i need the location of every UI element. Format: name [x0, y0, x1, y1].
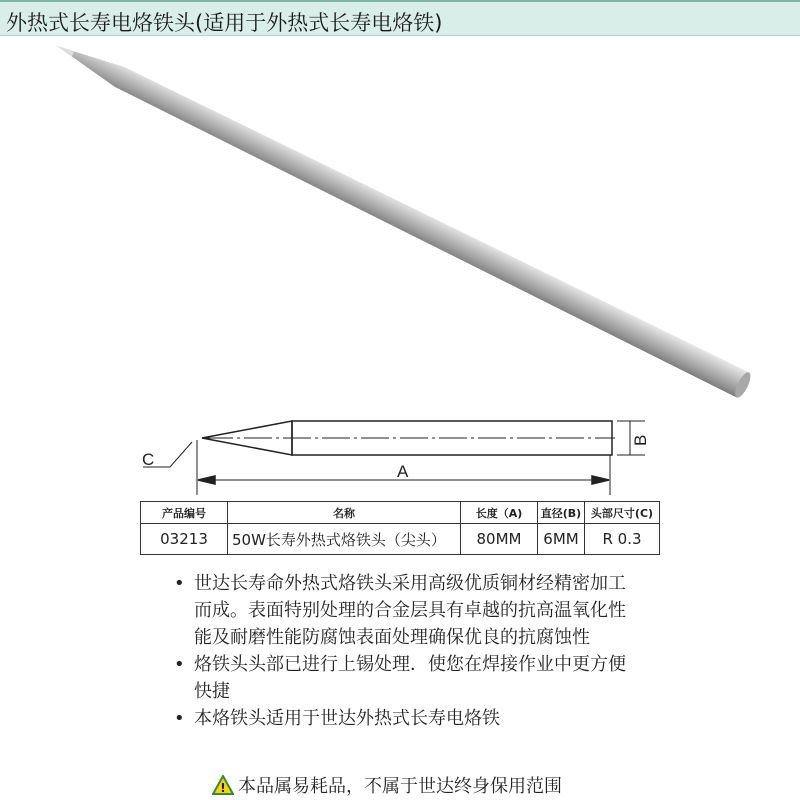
spec-table — [140, 501, 660, 555]
label-a: A — [397, 462, 409, 481]
cell: 50W长寿外热式烙铁头（尖头） — [228, 524, 461, 555]
table-header-row — [141, 502, 660, 524]
svg-text:!: ! — [220, 781, 226, 795]
label-c: C — [142, 450, 155, 469]
table-row — [141, 524, 660, 555]
dimension-drawing — [143, 421, 645, 495]
cell: 03213 — [141, 524, 228, 555]
cell: 6MM — [538, 524, 585, 555]
header-cell: 产品编号 — [141, 502, 228, 524]
header-cell: 长度（A) — [461, 502, 538, 524]
warning-icon — [212, 775, 234, 795]
soldering-tip-photo — [51, 33, 754, 399]
warning-note — [212, 772, 562, 798]
header-cell: 直径(B) — [538, 502, 585, 524]
warning-text: 本品属易耗品，不属于世达终身保用范围 — [238, 776, 562, 797]
header-cell: 头部尺寸(C) — [585, 502, 660, 524]
label-b: B — [631, 434, 650, 446]
list-item: • 本烙铁头适用于世达外热式长寿电烙铁 — [172, 705, 642, 732]
cell: 80MM — [461, 524, 538, 555]
header-cell: 名称 — [228, 502, 461, 524]
page-title: 外热式长寿电烙铁头(适用于外热式长寿电烙铁) — [6, 11, 443, 35]
list-item: • 世达长寿命外热式烙铁头采用高级优质铜材经精密加工而成。表面特别处理的合金层具有卓越的抗高温氧化性能及耐磨性能防腐蚀表面处理确保优良的抗腐蚀性 — [172, 570, 642, 651]
feature-list — [172, 570, 642, 732]
list-item: • 烙铁头头部已进行上锡处理．使您在焊接作业中更方便快捷 — [172, 651, 642, 705]
cell: R 0.3 — [585, 524, 660, 555]
